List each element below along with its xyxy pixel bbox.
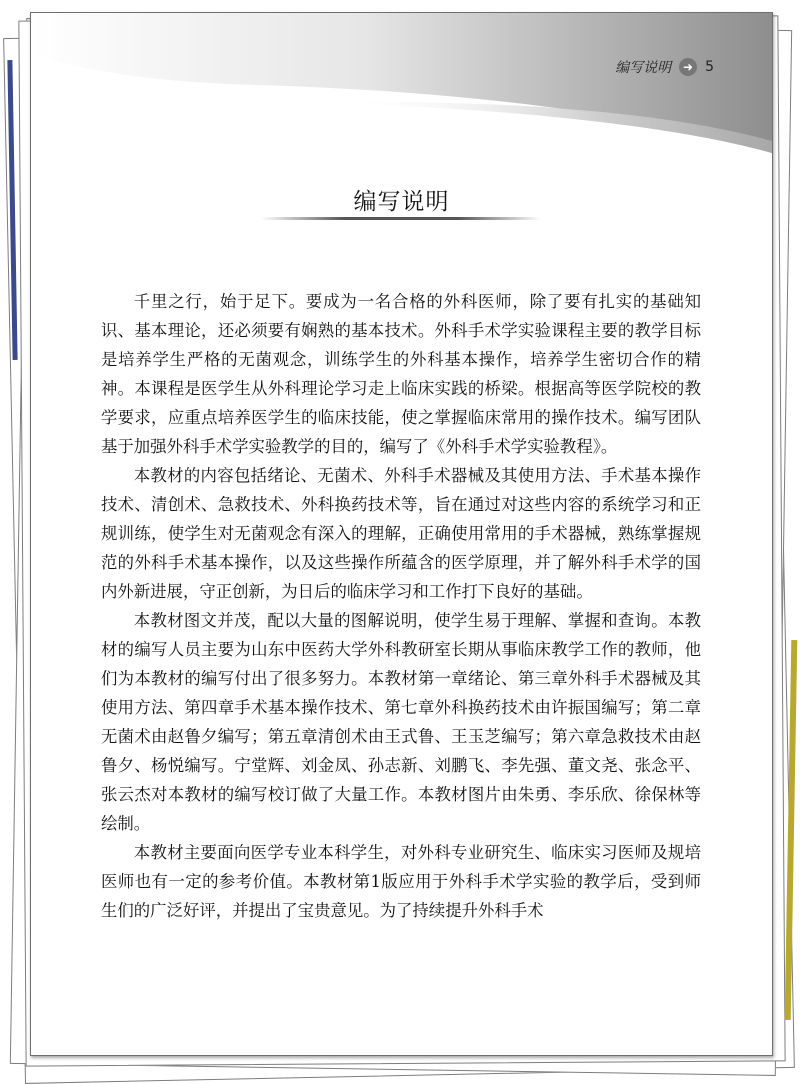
paragraph: 本教材图文并茂，配以大量的图解说明，使学生易于理解、掌握和查询。本教材的编写人员主要为山东中医药大学外科教研室长期从事临床教学工作的教师，他们为本教材的编写付出了很多努力。本教材第一章绪论、第三章外科手术器械及其使用方法、第四章手术基本操作技术、第七章外科换药技术由许振国编写；第二章无菌术由赵鲁夕编写；第五章清创术由王式鲁、王玉芝编写；第六章急救技术由赵鲁夕、杨悦编写。宁堂辉、刘金凤、孙志新、刘鹏飞、李先强、董文尧、张念平、张云杰对本教材的编写校订做了大量工作。本教材图片由朱勇、李乐欣、徐保林等绘制。 bbox=[101, 611, 701, 833]
page-number: 5 bbox=[705, 59, 714, 75]
header-title: 编写说明 bbox=[615, 60, 672, 76]
header-gradient-band bbox=[31, 13, 772, 153]
document-page bbox=[30, 12, 773, 1056]
body-text bbox=[101, 287, 701, 925]
paragraph: 本教材的内容包括绪论、无菌术、外科手术器械及其使用方法、手术基本操作技术、清创术、急救技术、外科换药技术等，旨在通过对这些内容的系统学习和正规训练，使学生对无菌观念有深入的理解，正确使用常用的手术器械，熟练掌握规范的外科手术基本操作，以及这些操作所蕴含的医学原理，并了解外科手术学的国内外新进展，守正创新，为日后的临床学习和工作打下良好的基础。 bbox=[101, 466, 701, 601]
page-title: 编写说明 bbox=[353, 189, 450, 215]
paragraph: 千里之行，始于足下。要成为一名合格的外科医师，除了要有扎实的基础知识、基本理论，还必须要有娴熟的基本技术。外科手术学实验课程主要的教学目标是培养学生严格的无菌观念，训练学生的外科基本操作，培养学生密切合作的精神。本课程是医学生从外科理论学习走上临床实践的桥梁。根据高等医学院校的教学要求，应重点培养医学生的临床技能，使之掌握临床常用的操作技术。编写团队基于加强外科手术学实验教学的目的，编写了《外科手术学实验教程》。 bbox=[101, 292, 701, 456]
arrow-right-circle-icon: ➜ bbox=[679, 58, 697, 76]
paragraph: 本教材主要面向医学专业本科学生，对外科专业研究生、临床实习医师及规培医师也有一定的参考价值。本教材第1版应用于外科手术学实验的教学后，受到师生们的广泛好评，并提出了宝贵意见。为了持续提升外科手术 bbox=[101, 843, 701, 920]
title-underline bbox=[261, 217, 541, 220]
running-header bbox=[615, 57, 714, 77]
